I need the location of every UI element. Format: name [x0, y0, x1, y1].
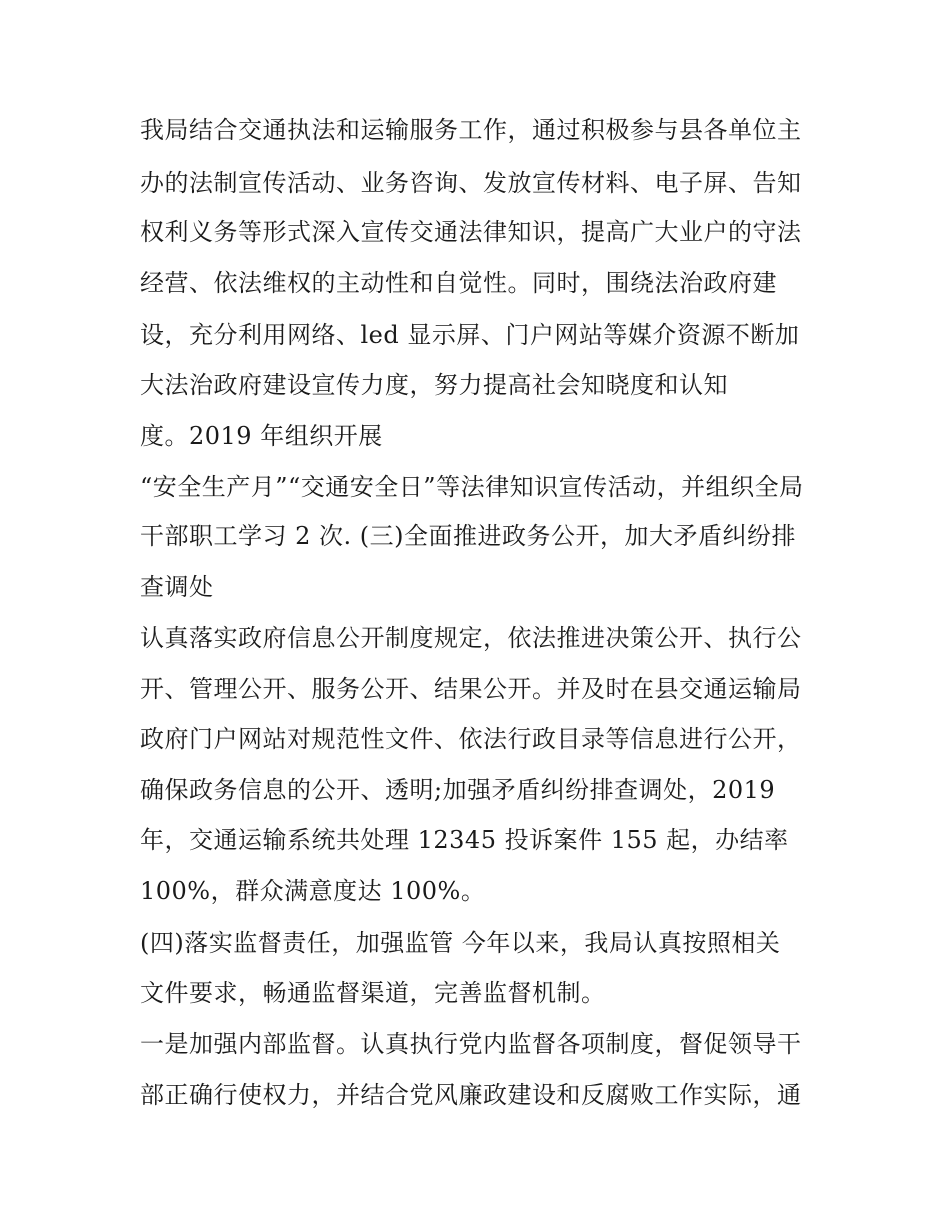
paragraph-line: 年，交通运输系统共处理 12345 投诉案件 155 起，办结率 [140, 826, 789, 854]
paragraph-line: (四)落实监督责任，加强监管 今年以来，我局认真按照相关 [140, 929, 781, 957]
paragraph-line: 一是加强内部监督。认真执行党内监督各项制度，督促领导干 [140, 1030, 802, 1058]
paragraph-line: 100%，群众满意度达 100%。 [140, 877, 486, 905]
paragraph-line: 大法治政府建设宣传力度，努力提高社会知晓度和认知 [140, 371, 728, 399]
paragraph-line: 办的法制宣传活动、业务咨询、发放宣传材料、电子屏、告知 [140, 169, 802, 197]
paragraph-line: 认真落实政府信息公开制度规定，依法推进决策公开、执行公 [140, 624, 802, 652]
paragraph-line: 政府门户网站对规范性文件、依法行政目录等信息进行公开， [140, 725, 802, 753]
paragraph-line: 设，充分利用网络、led 显示屏、门户网站等媒介资源不断加 [140, 321, 800, 349]
paragraph-line: 部正确行使权力，并结合党风廉政建设和反腐败工作实际，通 [140, 1081, 802, 1109]
paragraph-line: 文件要求，畅通监督渠道，完善监督机制。 [140, 979, 606, 1007]
paragraph-line: 度。2019 年组织开展 [140, 422, 383, 450]
paragraph-line: 确保政务信息的公开、透明;加强矛盾纠纷排查调处，2019 [140, 776, 776, 804]
paragraph-line: 我局结合交通执法和运输服务工作，通过积极参与县各单位主 [140, 116, 802, 144]
paragraph-line: 经营、依法维权的主动性和自觉性。同时，围绕法治政府建 [140, 269, 777, 297]
paragraph-line: “安全生产月”“交通安全日”等法律知识宣传活动，并组织全局 [140, 473, 804, 501]
paragraph-line: 查调处 [140, 573, 214, 601]
paragraph-line: 权利义务等形式深入宣传交通法律知识，提高广大业户的守法 [140, 218, 802, 246]
paragraph-line: 开、管理公开、服务公开、结果公开。并及时在县交通运输局 [140, 675, 802, 703]
paragraph-line: 干部职工学习 2 次. (三)全面推进政务公开，加大矛盾纠纷排 [140, 522, 797, 550]
